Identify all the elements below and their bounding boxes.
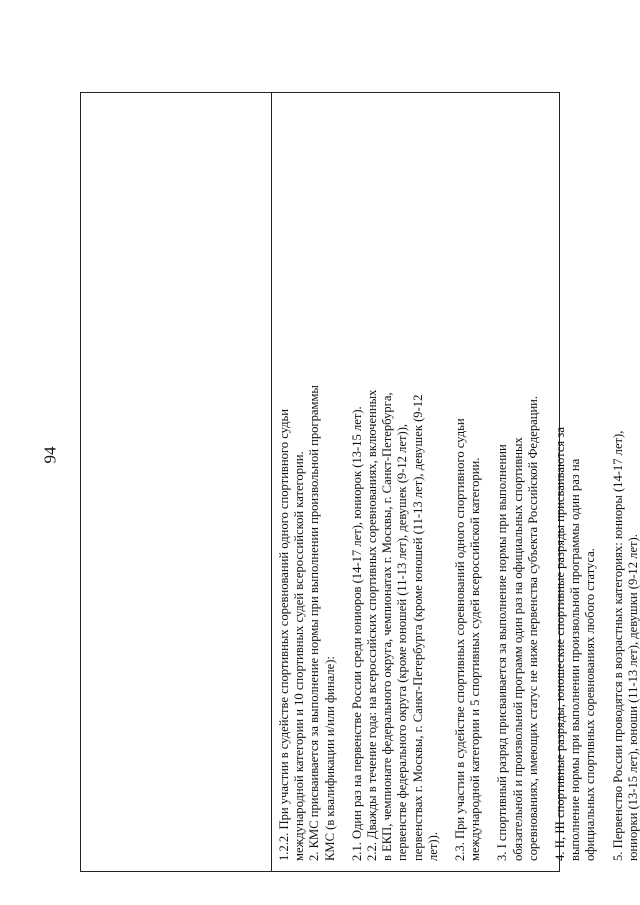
requirements-cell — [277, 99, 640, 861]
text-line: 4. II, III спортивные разряды, юношеские спортивные разряды присваиваются за — [553, 427, 568, 861]
rotated-page-content — [80, 92, 640, 872]
text-line: лет)). — [425, 832, 440, 861]
text-line: международной категории и 5 спортивных судей всероссийской категории. — [468, 457, 483, 861]
paragraph-2-3 — [453, 99, 483, 861]
paragraph-3 — [495, 99, 541, 861]
text-line: обязательной и произвольной программ один раз на официальных спортивных — [510, 437, 525, 861]
text-line: официальных спортивных соревнованиях любого статуса. — [583, 548, 598, 861]
text-line: 2.1. Один раз на первенстве России среди юниоров (14-17 лет), юниорок (13-15 лет). — [349, 406, 364, 861]
criteria-table — [80, 92, 640, 872]
text-line: соревнованиях, имеющих статус не ниже первенства субъекта Российской Федерации. — [525, 395, 540, 861]
text-line: 5. Первенство России проводятся в возрастных категориях: юниоры (14-17 лет), — [610, 430, 625, 861]
paragraph-1-2-2 — [277, 99, 307, 861]
text-line: 2.2. Дважды в течение года: на всероссийских спортивных соревнованиях, включенных — [365, 389, 380, 861]
text-line: в ЕКП, чемпионате федерального округа, чемпионатах г. Москвы, г. Санкт-Петербурга, — [380, 392, 395, 861]
text-line: юниорки (13-15 лет), юноши (11-13 лет), девушки (9-12 лет). — [625, 534, 640, 861]
text-line: первенствах г. Москвы, г. Санкт-Петербурга (кроме юношей (11-13 лет), девушек (9-12 — [410, 394, 425, 861]
paragraph-4 — [553, 99, 599, 861]
text-line: 2. КМС присваивается за выполнение нормы при выполнении произвольной программы — [307, 385, 322, 861]
paragraph-5 — [611, 99, 640, 861]
text-line: выполнение нормы при выполнении произвольной программы один раз на — [568, 458, 583, 861]
paragraph-2-1-2-2 — [350, 99, 441, 861]
paragraph-2 — [307, 99, 337, 861]
text-line: 1.2.2. При участии в судействе спортивных соревнований одного спортивного судьи — [277, 408, 291, 861]
text-line: первенстве федерального округа (кроме юношей (11-13 лет), девушек (9-12 лет)), — [395, 423, 410, 861]
page-number: 94 — [40, 446, 60, 464]
text-line: 2.3. При участии в судействе спортивных соревнований одного спортивного судьи — [453, 418, 468, 861]
text-line: международной категории и 10 спортивных судей всероссийской категории. — [292, 451, 307, 861]
column-divider — [271, 93, 272, 871]
text-line: КМС (в квалификации и/или финале): — [322, 656, 337, 861]
text-line: 3. I спортивный разряд присваивается за выполнение нормы при выполнении — [495, 444, 510, 861]
